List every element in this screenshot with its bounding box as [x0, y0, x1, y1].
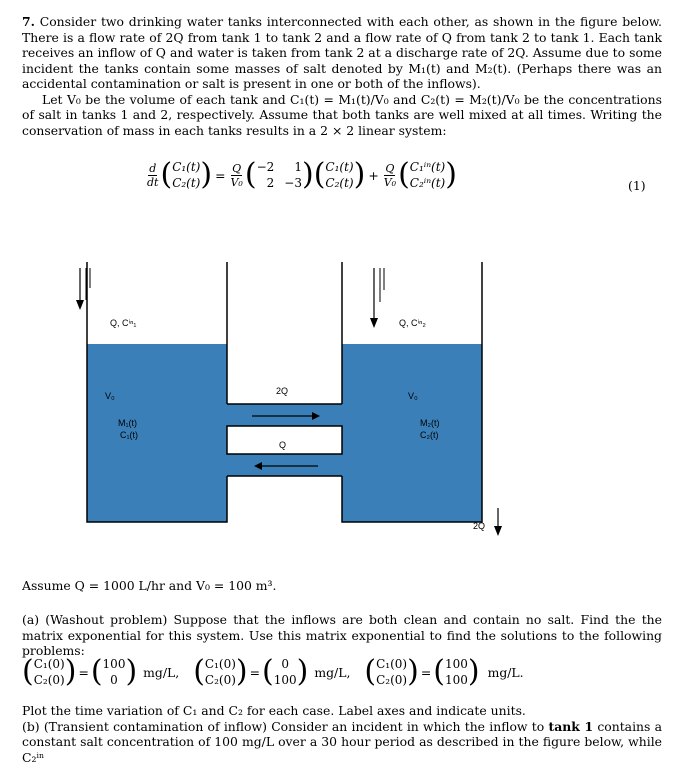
part-a: (a) (Washout problem) Suppose that the inflows are both clean and contain no salt. Find the the matrix exponential for this system. Use this matrix exponential to find the solutions to the following problems: [22, 612, 662, 658]
flow-bottom-label: Q [279, 440, 287, 450]
inflow1-label: Q, Cⁱⁿ₁ [110, 318, 137, 328]
ic-case-2: 0 100 [273, 657, 297, 687]
tank2-water [342, 344, 482, 522]
matrix-entry: 1 [294, 160, 302, 174]
matrix-entry: 2 [266, 176, 275, 190]
part-b: (b) (Transient contamination of inflow) Consider an incident in which the inflow to tank 1 contains a constant salt concentration of 100 mg/L over a 30 hour period as described in the figure below, while C₂ⁱⁿ [22, 718, 663, 765]
eq-c2: C₂(t) [172, 176, 201, 190]
matrix-entry: −2 [256, 160, 275, 174]
equation-number: (1) [628, 178, 646, 193]
eq-cin2: C₂ⁱⁿ(t) [409, 176, 446, 190]
mass2-label: M₂(t) [420, 418, 440, 428]
assumption: Assume Q = 1000 L/hr and V₀ = 100 m³. [22, 578, 277, 593]
eq-cin1: C₁ⁱⁿ(t) [409, 160, 446, 174]
volume2-label: V₀ [408, 391, 418, 401]
mass1-label: M₁(t) [118, 418, 138, 428]
problem-number: 7. [22, 14, 35, 29]
ic-case-1: 100 0 [102, 657, 126, 687]
upper-pipe-water [227, 404, 342, 426]
lower-pipe-water [227, 454, 342, 476]
matrix-entry: −3 [284, 176, 302, 190]
conc2-label: C₂(t) [420, 430, 439, 440]
inflow2-arrow-icon [370, 268, 384, 328]
ic-case-3: 100 100 [444, 657, 468, 687]
initial-conditions-row: ( C₁(0) C₂(0) ) = ( 100 0 ) mg/L, ( C₁(0) C₂(0) ) = ( 0 100 ) mg/L, ( C₁(0) C₂(0) ) = ( 100 100 ) mg/L. [22, 654, 524, 689]
system-equation: $\frac{d}{dt}$ ( C₁(t) C₂(t) ) = $\frac{Q}{\text{V₀}}$ ( −2 1 2 −3 ) ( C₁(t) C₂(t) ) + $\frac{Q}{\text{V₀}}$ ( C₁ⁱⁿ(t) C₂ⁱⁿ(t) ) [147, 157, 457, 192]
part-b-block [22, 703, 662, 765]
tank1-water [87, 344, 227, 522]
problem-intro: Consider two drinking water tanks interconnected with each other, as shown in the figure below. There is a flow rate of 2Q from tank 1 to tank 2 and a flow rate of Q from tank 2 to tank 1. Each tank receives an inflow of Q and water is taken from tank 2 at a discharge rate of 2Q. Assume due to some incident the tanks contain some masses of salt denoted by M₁(t) and M₂(t). (Perhaps there was an accidental contamination or salt is present in one or both of the inflows). [22, 14, 662, 91]
discharge-label: 2Q [473, 521, 486, 531]
problem-second-paragraph: Let V₀ be the volume of each tank and C₁(t) = M₁(t)/V₀ and C₂(t) = M₂(t)/V₀ be the concentrations of salt in tanks 1 and 2, respectively. Assume that both tanks are well mixed at all times. Writing the conservation of mass in each tanks results in a 2 × 2 linear system: [22, 91, 662, 138]
discharge-arrow-icon [494, 508, 502, 536]
flow-top-label: 2Q [276, 386, 289, 396]
inflow1-arrow-icon [76, 268, 90, 310]
eq-c1: C₁(t) [172, 160, 201, 174]
inflow2-label: Q, Cⁱⁿ₂ [399, 318, 426, 328]
derivative-operator: $\frac{d}{dt}$ [147, 161, 159, 189]
volume1-label: V₀ [105, 391, 115, 401]
plot-instruction: Plot the time variation of C₁ and C₂ for each case. Label axes and indicate units. [22, 703, 526, 718]
q-over-v0: $\frac{Q}{\text{V₀}}$ [230, 161, 243, 189]
conc1-label: C₁(t) [120, 430, 139, 440]
